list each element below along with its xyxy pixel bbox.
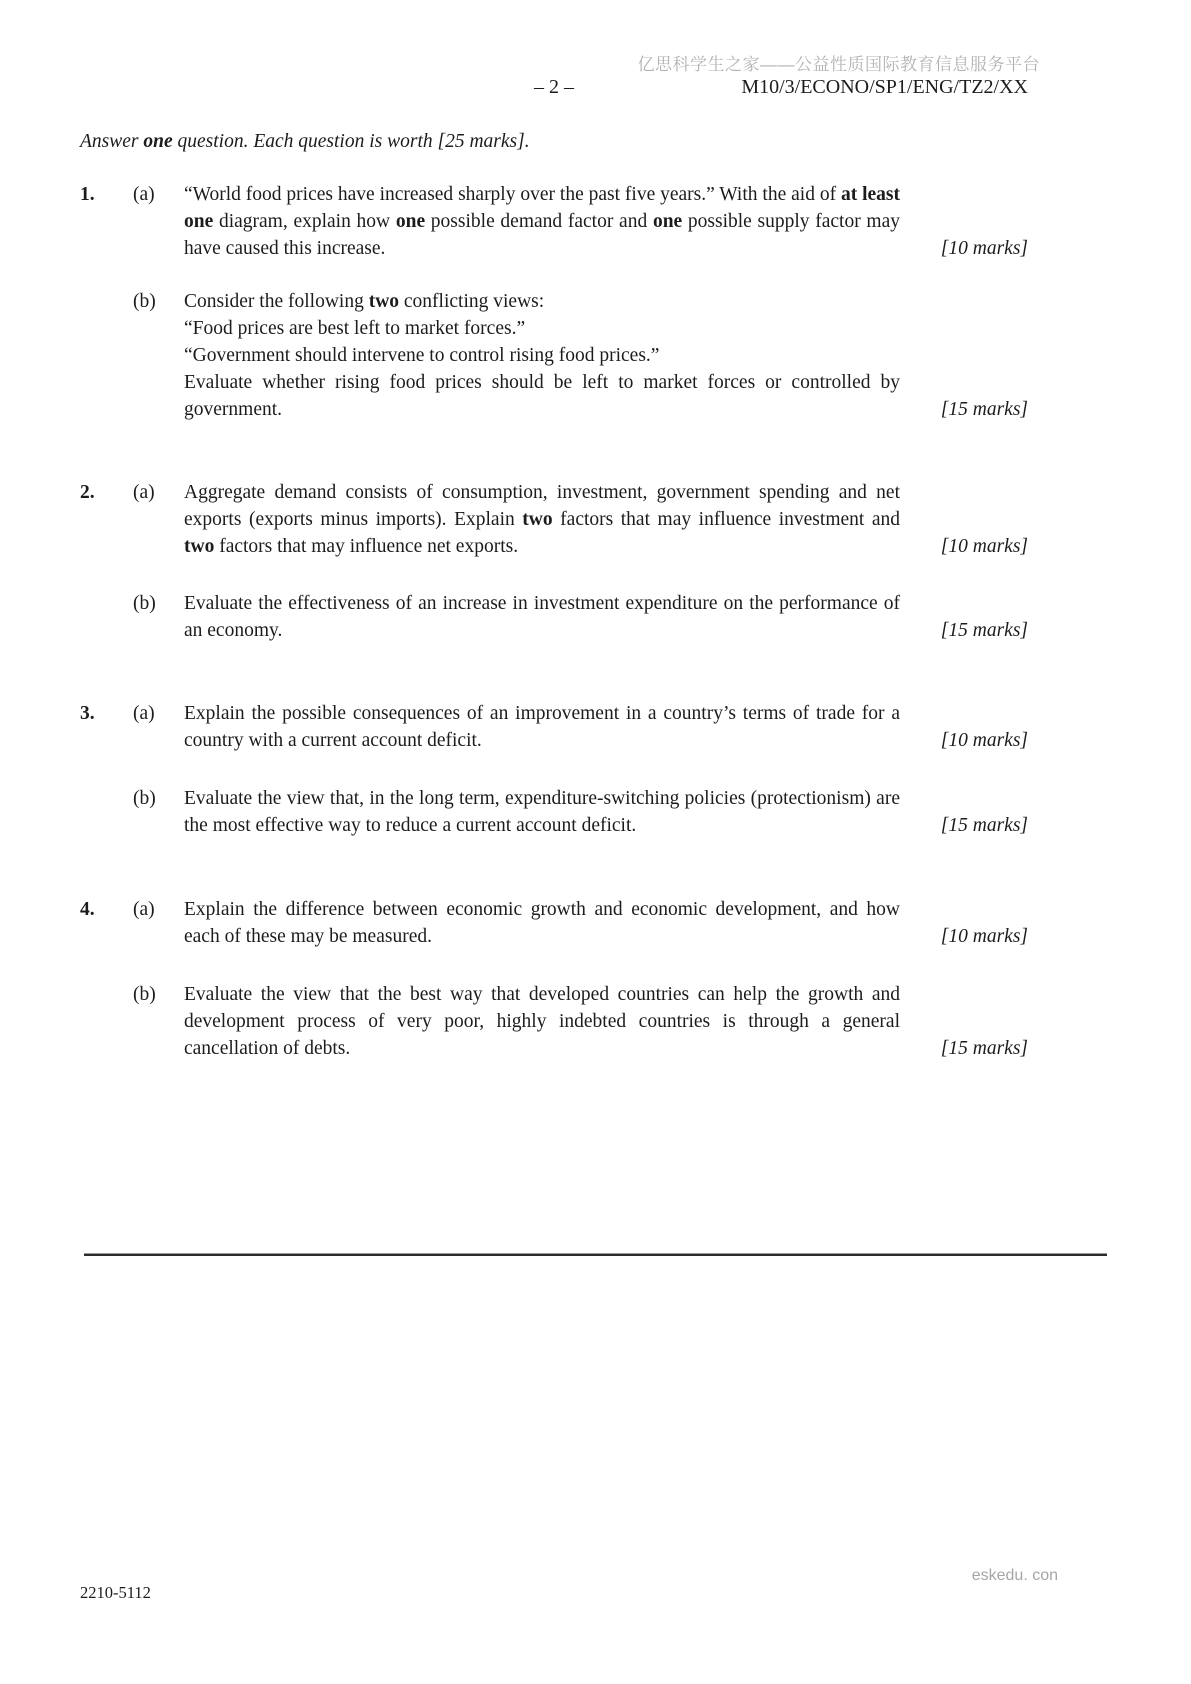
part-letter: (b)	[133, 291, 156, 312]
text-segment: Consider the following	[184, 291, 369, 312]
question-2-part-a	[80, 479, 1028, 560]
part-body	[184, 590, 900, 644]
part-body	[184, 479, 900, 560]
text-segment: Explain the difference between economic growth and economic development, and how each of these may be measured.	[184, 899, 900, 947]
marks-label: [10 marks]	[940, 730, 1028, 751]
text-segment: conflicting views:	[399, 291, 545, 312]
marks-label: [10 marks]	[940, 536, 1028, 557]
marks-label: [10 marks]	[940, 238, 1028, 259]
question-number-spacer	[80, 981, 133, 1062]
part-letter: (b)	[133, 593, 156, 614]
part-letter: (a)	[133, 899, 155, 920]
text-segment-bold: one	[652, 211, 683, 232]
part-letter: (a)	[133, 703, 155, 724]
site-watermark: eskedu. con	[971, 1567, 1058, 1584]
marks-label: [15 marks]	[940, 620, 1028, 641]
text-segment: factors that may influence investment and	[552, 509, 900, 530]
part-body	[184, 785, 900, 839]
text-segment-bold: one	[395, 211, 426, 232]
text-segment: Evaluate the view that, in the long term, expenditure-switching policies (protectionism) are the most effective way to reduce a current account deficit.	[184, 788, 900, 836]
question-2-part-b	[80, 590, 1028, 644]
instruction-bold-word: one	[143, 131, 173, 152]
marks-label: [15 marks]	[940, 1038, 1028, 1059]
instruction-suffix: question. Each question is worth [25 marks].	[172, 131, 530, 152]
question-3-part-b	[80, 785, 1028, 839]
text-segment: Evaluate the view that the best way that developed countries can help the growth and development process of very poor, highly indebted countries is through a general cancellation of debts.	[184, 984, 900, 1059]
part-letter: (a)	[133, 184, 155, 205]
chinese-watermark: 亿思科学生之家——公益性质国际教育信息服务平台	[637, 55, 1040, 74]
footer-divider	[84, 1253, 1107, 1256]
page-header	[80, 76, 1028, 102]
text-segment-bold: at least one	[184, 184, 900, 232]
quoted-view-2: “Government should intervene to control rising food prices.”	[184, 345, 660, 366]
paper-code: 2210-5112	[80, 1583, 151, 1602]
part-letter: (b)	[133, 984, 156, 1005]
text-segment: “World food prices have increased sharply over the past five years.” With the aid of	[184, 184, 841, 205]
instruction-prefix: Answer	[80, 131, 144, 152]
marks-label: [15 marks]	[940, 399, 1028, 420]
text-segment-bold: two	[522, 509, 553, 530]
marks-label: [15 marks]	[940, 815, 1028, 836]
marks-label: [10 marks]	[940, 926, 1028, 947]
text-segment: Evaluate whether rising food prices should be left to market forces or controlled by government.	[184, 372, 900, 420]
exam-code: M10/3/ECONO/SP1/ENG/TZ2/XX	[741, 76, 1028, 98]
part-letter: (a)	[133, 482, 155, 503]
question-4-part-b	[80, 981, 1028, 1062]
part-body	[184, 700, 900, 754]
question-number-spacer	[80, 590, 133, 644]
part-body	[184, 288, 900, 423]
text-segment: Evaluate the effectiveness of an increase in investment expenditure on the performance of an economy.	[184, 593, 900, 641]
question-number-spacer	[80, 288, 133, 423]
text-segment-bold: two	[368, 291, 400, 312]
part-body	[184, 896, 900, 950]
text-segment: Explain the possible consequences of an improvement in a country’s terms of trade for a country with a current account deficit.	[184, 703, 900, 751]
question-number-spacer	[80, 785, 133, 839]
question-4-part-a	[80, 896, 1028, 950]
text-segment-bold: two	[184, 536, 215, 557]
text-segment: possible demand factor and	[425, 211, 653, 232]
text-segment: possible supply factor may have caused this increase.	[184, 211, 901, 259]
text-segment: Aggregate demand consists of consumption, investment, government spending and net exports (exports minus imports). Explain	[184, 482, 900, 530]
question-number: 4.	[80, 899, 95, 920]
part-body	[184, 181, 900, 262]
instruction-line	[80, 131, 530, 153]
part-body	[184, 981, 900, 1062]
page-number: – 2 –	[534, 76, 574, 98]
quoted-view-1: “Food prices are best left to market forces.”	[184, 318, 526, 339]
question-number: 3.	[80, 703, 95, 724]
question-1-part-b	[80, 288, 1028, 423]
text-segment: diagram, explain how	[213, 211, 396, 232]
question-1-part-a	[80, 181, 1028, 262]
question-3-part-a	[80, 700, 1028, 754]
part-letter: (b)	[133, 788, 156, 809]
question-number: 2.	[80, 482, 95, 503]
text-segment: factors that may influence net exports.	[214, 536, 519, 557]
question-number: 1.	[80, 184, 95, 205]
